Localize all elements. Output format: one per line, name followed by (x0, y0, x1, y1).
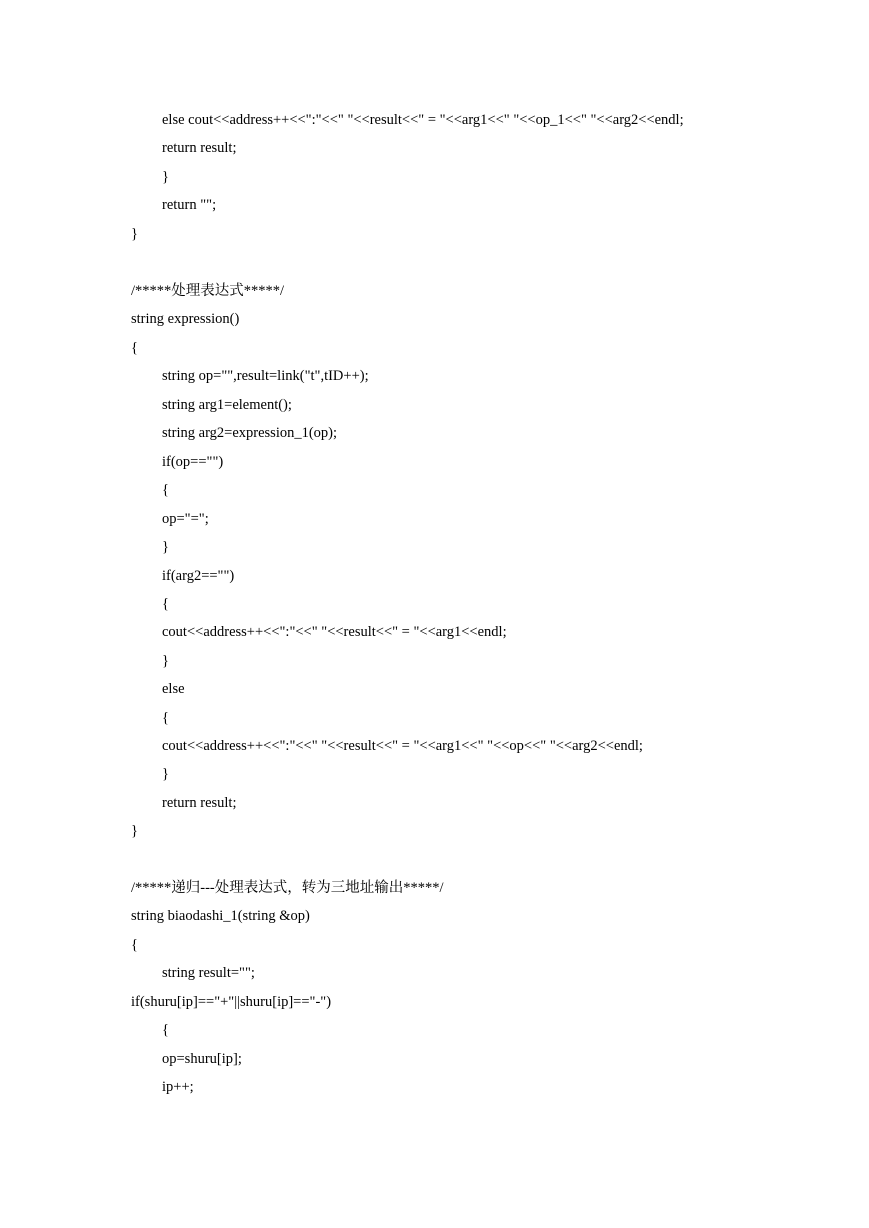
code-line: { (162, 596, 169, 612)
code-line: cout<<address++<<":"<<" "<<result<<" = "<<arg1<<" "<<op<<" "<<arg2<<endl; (162, 738, 643, 754)
code-line: else cout<<address++<<":"<<" "<<result<<" = "<<arg1<<" "<<op_1<<" "<<arg2<<endl; (162, 112, 684, 128)
code-line: string biaodashi_1(string &op) (131, 908, 310, 924)
code-line: op=shuru[ip]; (162, 1051, 242, 1067)
code-line: else (162, 681, 185, 697)
code-line: { (131, 937, 138, 953)
code-line: { (162, 1022, 169, 1038)
code-line: cout<<address++<<":"<<" "<<result<<" = "<<arg1<<endl; (162, 624, 507, 640)
code-line: { (162, 482, 169, 498)
code-line: { (131, 340, 138, 356)
code-line: } (162, 653, 169, 669)
code-line: string arg2=expression_1(op); (162, 425, 338, 441)
code-line: string arg1=element(); (162, 397, 292, 413)
code-line: { (162, 710, 169, 726)
code-line: ip++; (162, 1079, 194, 1095)
code-line: } (131, 823, 138, 839)
code-line: if(arg2=="") (162, 568, 235, 584)
code-line: return result; (162, 795, 237, 811)
code-line: if(shuru[ip]=="+"||shuru[ip]=="-") (131, 994, 332, 1010)
code-line: return ""; (162, 197, 217, 213)
code-line: } (162, 169, 169, 185)
code-line: string expression() (131, 311, 240, 327)
code-line: string result=""; (162, 965, 255, 981)
code-line: string op="",result=link("t",tID++); (162, 368, 369, 384)
code-line: } (162, 539, 169, 555)
code-line: return result; (162, 140, 237, 156)
code-line: if(op=="") (162, 454, 224, 470)
code-comment: /*****递归---处理表达式，转为三地址输出*****/ (131, 880, 444, 896)
code-line: } (162, 766, 169, 782)
code-line: } (131, 226, 138, 242)
code-line: op="="; (162, 511, 209, 527)
code-comment: /*****处理表达式*****/ (131, 283, 285, 299)
